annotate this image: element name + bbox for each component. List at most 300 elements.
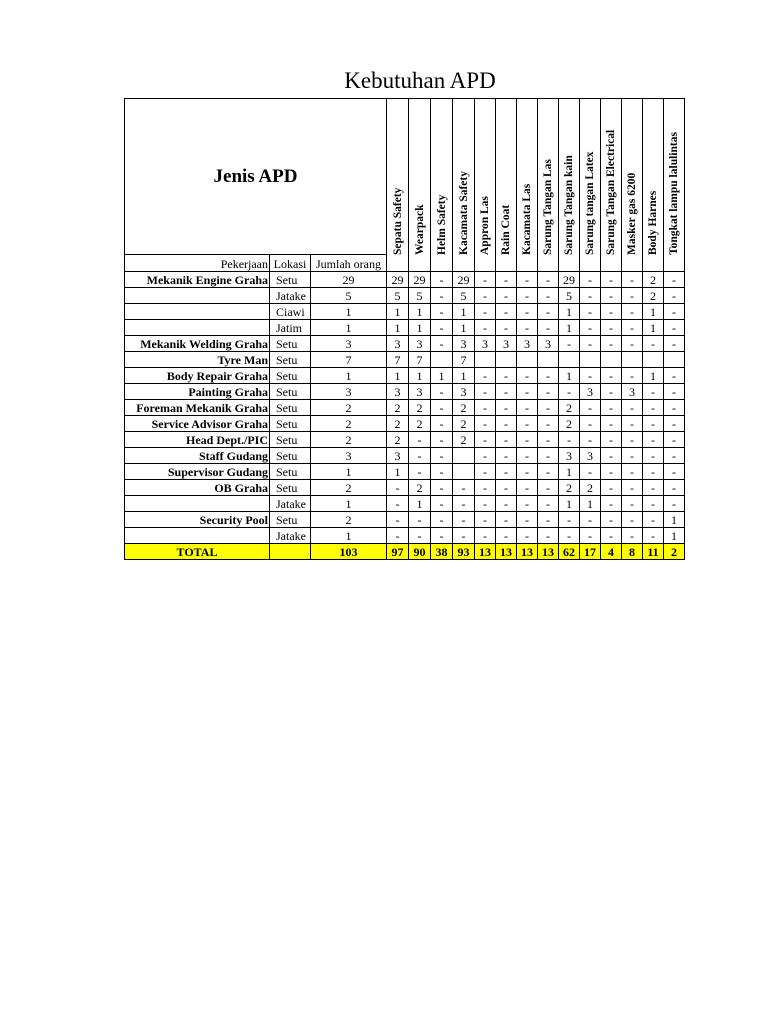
apd-value-cell: - <box>538 304 559 320</box>
apd-value-cell: - <box>409 512 431 528</box>
apd-value-cell: - <box>496 272 517 288</box>
pekerjaan-cell: Body Repair Graha <box>125 368 270 384</box>
apd-value-cell: - <box>475 496 496 512</box>
apd-value-cell: - <box>601 448 622 464</box>
apd-value-cell: - <box>580 432 601 448</box>
apd-value-cell: - <box>453 480 475 496</box>
apd-value-cell: - <box>496 512 517 528</box>
apd-value-cell: 3 <box>453 336 475 352</box>
apd-value-cell: 1 <box>643 320 664 336</box>
apd-value-cell: - <box>580 400 601 416</box>
apd-value-cell: 2 <box>409 400 431 416</box>
apd-value-cell: - <box>622 272 643 288</box>
jumlah-cell: 29 <box>311 272 387 288</box>
apd-value-cell: - <box>538 416 559 432</box>
apd-value-cell: - <box>431 336 453 352</box>
total-value-cell: 13 <box>538 544 559 560</box>
apd-value-cell: - <box>517 512 538 528</box>
apd-value-cell: - <box>475 400 496 416</box>
apd-value-cell: - <box>580 464 601 480</box>
lokasi-cell: Setu <box>270 480 311 496</box>
apd-value-cell <box>580 352 601 368</box>
lokasi-cell: Jatake <box>270 496 311 512</box>
pekerjaan-cell <box>125 496 270 512</box>
apd-value-cell: - <box>664 448 685 464</box>
lokasi-cell: Setu <box>270 272 311 288</box>
apd-value-cell: - <box>664 368 685 384</box>
apd-value-cell: 1 <box>559 464 580 480</box>
jumlah-cell: 2 <box>311 480 387 496</box>
apd-value-cell: - <box>431 512 453 528</box>
document-title: Kebutuhan APD <box>344 68 496 93</box>
total-value-cell: 97 <box>387 544 409 560</box>
apd-value-cell: - <box>538 528 559 544</box>
apd-value-cell: - <box>601 512 622 528</box>
apd-value-cell: 2 <box>409 416 431 432</box>
apd-value-cell: 2 <box>559 400 580 416</box>
apd-value-cell: - <box>559 384 580 400</box>
jumlah-cell: 1 <box>311 496 387 512</box>
apd-col-header: Tongkat lampu lalulintas <box>664 99 685 272</box>
lokasi-cell: Setu <box>270 368 311 384</box>
apd-value-cell: - <box>580 320 601 336</box>
apd-value-cell: - <box>559 432 580 448</box>
table-row <box>125 464 685 480</box>
apd-col-header: Appron Las <box>475 99 496 272</box>
total-empty <box>270 544 311 560</box>
apd-value-cell: 1 <box>559 304 580 320</box>
apd-value-cell <box>496 352 517 368</box>
lokasi-cell: Jatim <box>270 320 311 336</box>
total-value-cell: 8 <box>622 544 643 560</box>
apd-value-cell: - <box>409 448 431 464</box>
apd-col-header: Kacamata Las <box>517 99 538 272</box>
jumlah-cell: 2 <box>311 512 387 528</box>
apd-value-cell <box>453 464 475 480</box>
apd-value-cell: - <box>496 496 517 512</box>
apd-value-cell: - <box>431 528 453 544</box>
apd-value-cell: - <box>601 288 622 304</box>
apd-value-cell: - <box>664 288 685 304</box>
apd-value-cell: - <box>496 480 517 496</box>
apd-value-cell: - <box>475 320 496 336</box>
total-value-cell: 2 <box>664 544 685 560</box>
apd-value-cell: 2 <box>453 432 475 448</box>
apd-value-cell: 5 <box>453 288 475 304</box>
apd-value-cell: 2 <box>387 432 409 448</box>
apd-value-cell: - <box>475 464 496 480</box>
total-value-cell: 13 <box>517 544 538 560</box>
apd-value-cell: - <box>601 368 622 384</box>
apd-value-cell: - <box>409 432 431 448</box>
total-value-cell: 90 <box>409 544 431 560</box>
table-row <box>125 272 685 288</box>
lokasi-cell: Setu <box>270 336 311 352</box>
apd-value-cell: 1 <box>431 368 453 384</box>
apd-value-cell: 2 <box>387 416 409 432</box>
apd-value-cell: - <box>622 288 643 304</box>
pekerjaan-cell: Painting Graha <box>125 384 270 400</box>
apd-value-cell: - <box>475 288 496 304</box>
apd-value-cell: - <box>559 512 580 528</box>
apd-value-cell: 2 <box>559 480 580 496</box>
apd-value-cell: - <box>664 416 685 432</box>
apd-value-cell: - <box>622 368 643 384</box>
apd-value-cell: - <box>517 480 538 496</box>
apd-value-cell: - <box>643 384 664 400</box>
apd-value-cell: 1 <box>409 304 431 320</box>
table-row <box>125 384 685 400</box>
apd-value-cell: - <box>387 480 409 496</box>
apd-value-cell <box>517 352 538 368</box>
apd-value-cell: - <box>496 464 517 480</box>
apd-value-cell: - <box>475 512 496 528</box>
apd-value-cell: - <box>431 272 453 288</box>
apd-value-cell: 3 <box>387 336 409 352</box>
apd-value-cell <box>431 352 453 368</box>
apd-value-cell: 3 <box>580 448 601 464</box>
total-value-cell: 11 <box>643 544 664 560</box>
apd-value-cell: - <box>496 448 517 464</box>
apd-value-cell: - <box>664 272 685 288</box>
apd-value-cell: 29 <box>409 272 431 288</box>
apd-value-cell: - <box>601 528 622 544</box>
apd-value-cell: - <box>431 384 453 400</box>
pekerjaan-cell: Tyre Man <box>125 352 270 368</box>
table-row <box>125 528 685 544</box>
apd-value-cell: 1 <box>453 368 475 384</box>
apd-value-cell: 2 <box>643 288 664 304</box>
apd-value-cell: 1 <box>559 320 580 336</box>
apd-value-cell: 2 <box>580 480 601 496</box>
apd-value-cell: 3 <box>538 336 559 352</box>
apd-value-cell: - <box>431 416 453 432</box>
apd-value-cell: 7 <box>387 352 409 368</box>
apd-value-cell: - <box>664 400 685 416</box>
apd-value-cell: - <box>580 288 601 304</box>
apd-value-cell: 1 <box>387 320 409 336</box>
total-value-cell: 93 <box>453 544 475 560</box>
apd-value-cell: - <box>622 336 643 352</box>
table-row <box>125 288 685 304</box>
total-label: TOTAL <box>125 544 270 560</box>
lokasi-cell: Setu <box>270 416 311 432</box>
jumlah-cell: 3 <box>311 448 387 464</box>
apd-value-cell: 1 <box>387 464 409 480</box>
apd-value-cell: - <box>453 528 475 544</box>
total-value-cell: 38 <box>431 544 453 560</box>
apd-value-cell: - <box>431 288 453 304</box>
apd-value-cell: - <box>538 272 559 288</box>
apd-value-cell: - <box>431 304 453 320</box>
apd-value-cell: - <box>431 320 453 336</box>
jumlah-cell: 2 <box>311 432 387 448</box>
total-row <box>125 544 685 560</box>
apd-col-header: Sepatu Safety <box>387 99 409 272</box>
total-value-cell: 13 <box>496 544 517 560</box>
apd-value-cell: - <box>475 448 496 464</box>
apd-value-cell: 1 <box>643 368 664 384</box>
apd-value-cell: - <box>475 384 496 400</box>
jumlah-cell: 7 <box>311 352 387 368</box>
apd-value-cell: - <box>538 448 559 464</box>
pekerjaan-cell: Staff Gudang <box>125 448 270 464</box>
table-row <box>125 432 685 448</box>
apd-value-cell: - <box>643 528 664 544</box>
apd-value-cell: - <box>580 368 601 384</box>
apd-value-cell: 7 <box>453 352 475 368</box>
apd-value-cell: 3 <box>496 336 517 352</box>
apd-value-cell: - <box>538 320 559 336</box>
apd-value-cell: 3 <box>409 336 431 352</box>
table-row <box>125 512 685 528</box>
apd-value-cell <box>643 352 664 368</box>
apd-value-cell: 1 <box>409 320 431 336</box>
lokasi-header: Lokasi <box>270 255 311 272</box>
apd-value-cell: - <box>643 480 664 496</box>
apd-value-cell: - <box>431 480 453 496</box>
apd-value-cell: - <box>431 464 453 480</box>
apd-value-cell: - <box>643 432 664 448</box>
apd-value-cell: - <box>643 400 664 416</box>
apd-col-header: Body Harnes <box>643 99 664 272</box>
lokasi-cell: Setu <box>270 432 311 448</box>
apd-value-cell: - <box>517 400 538 416</box>
apd-value-cell: - <box>643 448 664 464</box>
apd-value-cell: - <box>538 400 559 416</box>
apd-value-cell <box>475 352 496 368</box>
apd-value-cell: - <box>580 304 601 320</box>
apd-value-cell: 2 <box>387 400 409 416</box>
apd-value-cell: - <box>387 528 409 544</box>
apd-value-cell: 5 <box>409 288 431 304</box>
lokasi-cell: Setu <box>270 384 311 400</box>
apd-value-cell: - <box>453 496 475 512</box>
jumlah-cell: 1 <box>311 464 387 480</box>
apd-value-cell: - <box>496 288 517 304</box>
lokasi-cell: Setu <box>270 464 311 480</box>
apd-value-cell: - <box>475 480 496 496</box>
table-row <box>125 352 685 368</box>
pekerjaan-cell <box>125 288 270 304</box>
lokasi-cell: Jatake <box>270 288 311 304</box>
apd-value-cell: - <box>601 496 622 512</box>
total-value-cell: 17 <box>580 544 601 560</box>
pekerjaan-cell: Supervisor Gudang <box>125 464 270 480</box>
apd-value-cell: - <box>431 496 453 512</box>
jumlah-cell: 1 <box>311 528 387 544</box>
table-row <box>125 416 685 432</box>
apd-col-header: Sarung Tangan Electrical <box>601 99 622 272</box>
apd-value-cell: - <box>622 496 643 512</box>
lokasi-cell: Setu <box>270 400 311 416</box>
apd-value-cell: 3 <box>387 384 409 400</box>
apd-value-cell: 3 <box>409 384 431 400</box>
apd-col-header: Helm Safety <box>431 99 453 272</box>
apd-value-cell: - <box>431 448 453 464</box>
apd-value-cell: - <box>475 416 496 432</box>
table-row <box>125 304 685 320</box>
jumlah-cell: 1 <box>311 368 387 384</box>
apd-value-cell: - <box>664 304 685 320</box>
apd-value-cell: - <box>622 400 643 416</box>
apd-col-header: Sarung tangan Latex <box>580 99 601 272</box>
apd-value-cell: - <box>475 528 496 544</box>
apd-value-cell: - <box>580 336 601 352</box>
apd-value-cell: 3 <box>622 384 643 400</box>
apd-value-cell: - <box>601 336 622 352</box>
apd-value-cell: - <box>580 528 601 544</box>
apd-value-cell: - <box>517 304 538 320</box>
pekerjaan-cell: OB Graha <box>125 480 270 496</box>
apd-value-cell: - <box>496 384 517 400</box>
apd-value-cell: - <box>387 512 409 528</box>
table-row <box>125 496 685 512</box>
jumlah-cell: 3 <box>311 336 387 352</box>
pekerjaan-cell: Security Pool <box>125 512 270 528</box>
apd-value-cell: - <box>664 336 685 352</box>
apd-value-cell: 1 <box>664 528 685 544</box>
apd-value-cell: - <box>580 416 601 432</box>
apd-value-cell: 3 <box>580 384 601 400</box>
apd-value-cell <box>664 352 685 368</box>
apd-value-cell: - <box>622 512 643 528</box>
header-row <box>125 99 685 255</box>
apd-col-header: Kacamata Safety <box>453 99 475 272</box>
apd-value-cell: - <box>601 272 622 288</box>
apd-value-cell: - <box>538 384 559 400</box>
apd-value-cell: 1 <box>453 304 475 320</box>
apd-value-cell: - <box>559 336 580 352</box>
apd-value-cell: - <box>517 384 538 400</box>
apd-value-cell: 29 <box>453 272 475 288</box>
apd-value-cell: - <box>431 400 453 416</box>
apd-value-cell: - <box>496 304 517 320</box>
apd-value-cell: 3 <box>453 384 475 400</box>
apd-value-cell: - <box>496 320 517 336</box>
jumlah-header: Jumlah orang <box>311 255 387 272</box>
apd-value-cell: - <box>643 336 664 352</box>
apd-value-cell: - <box>622 320 643 336</box>
apd-col-header: Sarung Tangan Las <box>538 99 559 272</box>
apd-value-cell: - <box>601 384 622 400</box>
apd-value-cell: - <box>517 496 538 512</box>
apd-value-cell: - <box>538 512 559 528</box>
jumlah-cell: 5 <box>311 288 387 304</box>
apd-value-cell: 5 <box>559 288 580 304</box>
table-row <box>125 320 685 336</box>
table-row <box>125 448 685 464</box>
apd-value-cell: - <box>622 304 643 320</box>
table-row <box>125 368 685 384</box>
apd-value-cell: - <box>517 320 538 336</box>
apd-value-cell: - <box>622 480 643 496</box>
apd-col-header: Sarung Tangan kain <box>559 99 580 272</box>
apd-value-cell: - <box>496 528 517 544</box>
apd-value-cell: - <box>643 416 664 432</box>
apd-value-cell: - <box>538 288 559 304</box>
jumlah-cell: 1 <box>311 320 387 336</box>
apd-value-cell <box>559 352 580 368</box>
apd-value-cell: - <box>517 288 538 304</box>
apd-value-cell: - <box>664 496 685 512</box>
apd-value-cell: - <box>517 272 538 288</box>
apd-value-cell: 3 <box>475 336 496 352</box>
apd-value-cell: - <box>538 496 559 512</box>
apd-value-cell: 29 <box>559 272 580 288</box>
apd-value-cell: - <box>475 368 496 384</box>
total-jumlah: 103 <box>311 544 387 560</box>
apd-value-cell: - <box>387 496 409 512</box>
apd-value-cell: 3 <box>559 448 580 464</box>
apd-value-cell: 1 <box>409 496 431 512</box>
apd-value-cell: 3 <box>387 448 409 464</box>
apd-value-cell: - <box>538 368 559 384</box>
apd-value-cell: - <box>601 464 622 480</box>
apd-value-cell: - <box>496 432 517 448</box>
apd-value-cell: 5 <box>387 288 409 304</box>
apd-value-cell: 1 <box>580 496 601 512</box>
lokasi-cell: Jatake <box>270 528 311 544</box>
apd-value-cell: - <box>643 496 664 512</box>
apd-value-cell: - <box>580 272 601 288</box>
pekerjaan-header: Pekerjaan <box>125 255 270 272</box>
apd-col-header: Wearpack <box>409 99 431 272</box>
jumlah-cell: 2 <box>311 416 387 432</box>
apd-value-cell: - <box>559 528 580 544</box>
jumlah-cell: 2 <box>311 400 387 416</box>
apd-value-cell: 1 <box>559 496 580 512</box>
apd-value-cell: - <box>601 432 622 448</box>
apd-value-cell: - <box>538 432 559 448</box>
apd-value-cell: - <box>643 512 664 528</box>
apd-value-cell: - <box>431 432 453 448</box>
apd-value-cell: - <box>601 416 622 432</box>
apd-value-cell: - <box>622 448 643 464</box>
apd-col-header: Masker gas 6200 <box>622 99 643 272</box>
pekerjaan-cell: Mekanik Engine Graha <box>125 272 270 288</box>
apd-value-cell: - <box>622 528 643 544</box>
table-row <box>125 480 685 496</box>
pekerjaan-cell: Mekanik Welding Graha <box>125 336 270 352</box>
lokasi-cell: Ciawi <box>270 304 311 320</box>
pekerjaan-cell: Service Advisor Graha <box>125 416 270 432</box>
apd-value-cell: - <box>517 528 538 544</box>
apd-value-cell: - <box>496 368 517 384</box>
apd-value-cell: - <box>517 464 538 480</box>
apd-value-cell: - <box>601 320 622 336</box>
apd-value-cell: 3 <box>517 336 538 352</box>
apd-value-cell: - <box>496 416 517 432</box>
apd-value-cell: - <box>517 368 538 384</box>
apd-value-cell: 1 <box>387 368 409 384</box>
apd-value-cell: 2 <box>643 272 664 288</box>
apd-value-cell: 1 <box>643 304 664 320</box>
apd-value-cell: 1 <box>664 512 685 528</box>
apd-value-cell: - <box>622 432 643 448</box>
apd-table <box>124 98 685 560</box>
apd-value-cell: 2 <box>453 416 475 432</box>
apd-value-cell: - <box>643 464 664 480</box>
apd-value-cell: 1 <box>409 368 431 384</box>
apd-value-cell: - <box>664 480 685 496</box>
apd-value-cell: - <box>622 416 643 432</box>
apd-value-cell: - <box>538 480 559 496</box>
apd-value-cell <box>538 352 559 368</box>
apd-value-cell: 1 <box>453 320 475 336</box>
apd-value-cell: - <box>664 432 685 448</box>
apd-col-header: Rain Coat <box>496 99 517 272</box>
